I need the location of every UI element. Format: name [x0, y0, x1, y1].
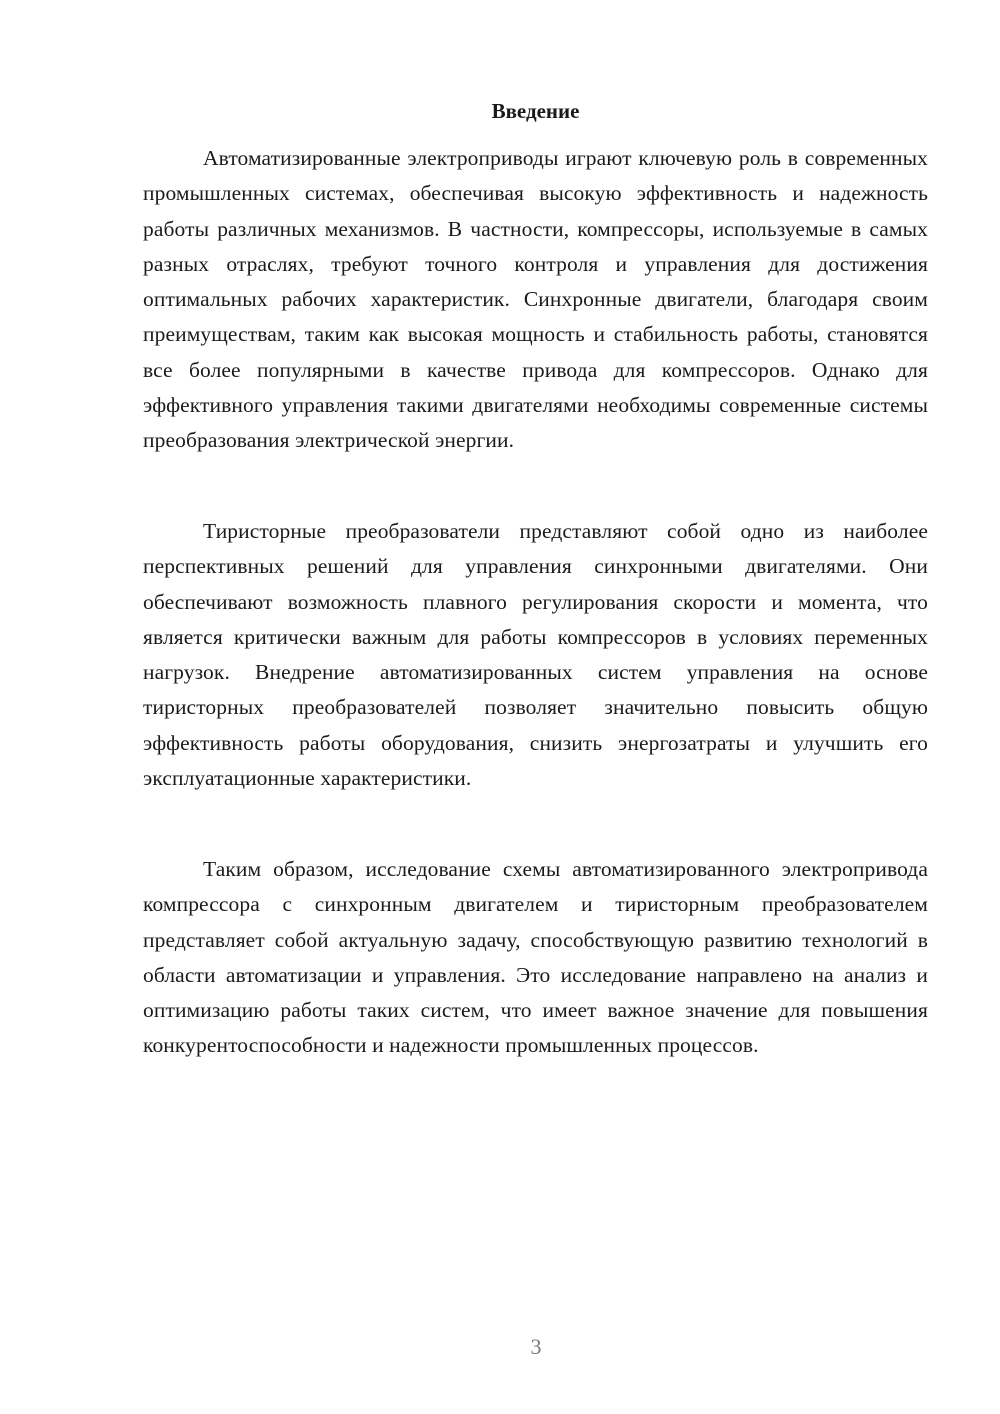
section-title: Введение	[491, 99, 580, 123]
paragraph-2: Тиристорные преобразователи представляют собой одно из наиболее перспективных решений для управления синхронными двигателями. Они обеспечивают возможность плавного регулирования скорости и момента, что является критически важным для работы компрессоров в условиях переменных нагрузок. Внедрение автоматизированных систем управления на основе тиристорных преобразователей позволяет значительно повысить общую эффективность работы оборудования, снизить энергозатраты и улучшить его эксплуатационные характеристики.	[143, 519, 928, 791]
paragraph-3: Таким образом, исследование схемы автоматизированного электропривода компрессора с синхронным двигателем и тиристорным преобразователем представляет собой актуальную задачу, способствующую развитию технологий в области автоматизации и управления. Это исследование направлено на анализ и оптимизацию работы таких систем, что имеет важное значение для повышения конкурентоспособности и надежности промышленных процессов.	[143, 857, 928, 1058]
paragraph-1: Автоматизированные электроприводы играют ключевую роль в современных промышленных системах, обеспечивая высокую эффективность и надежность работы различных механизмов. В частности, компрессоры, используемые в самых разных отраслях, требуют точного контроля и управления для достижения оптимальных рабочих характеристик. Синхронные двигатели, благодаря своим преимуществам, таким как высокая мощность и стабильность работы, становятся все более популярными в качестве привода для компрессоров. Однако для эффективного управления такими двигателями необходимы современные системы преобразования электрической энергии.	[143, 146, 928, 453]
page-number: 3	[530, 1334, 542, 1359]
